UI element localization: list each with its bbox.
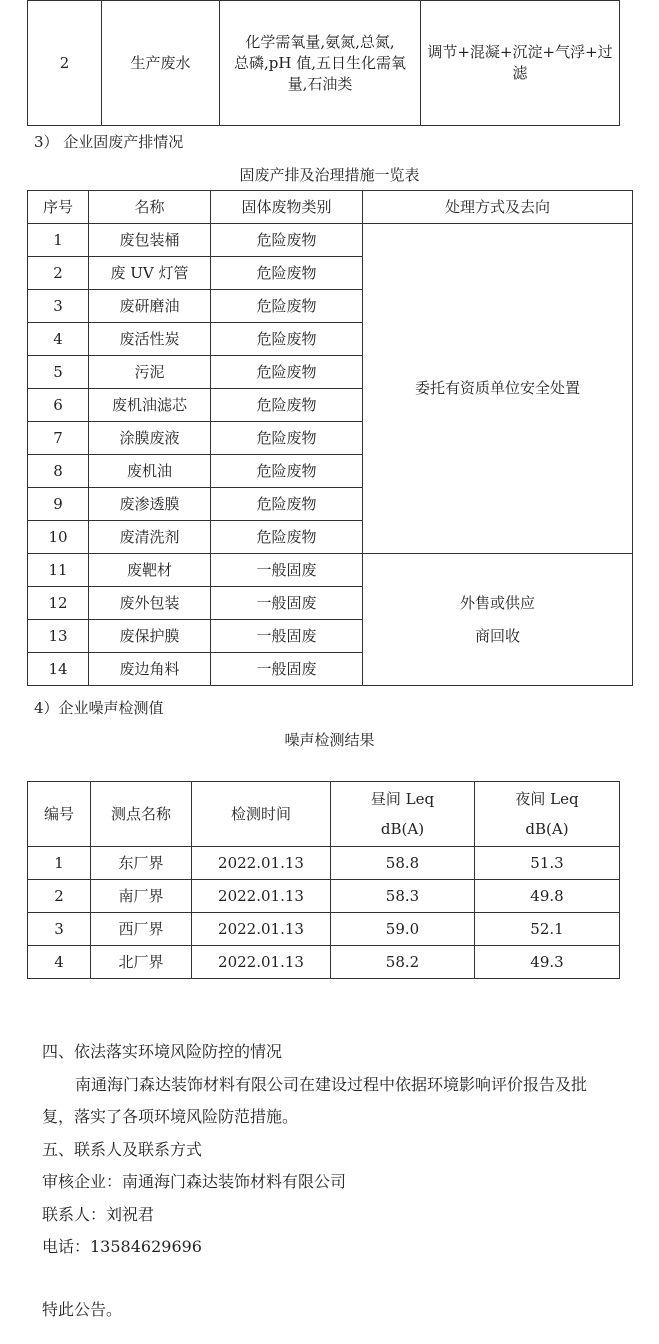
row-day-value: 58.3 [331,880,475,913]
row-category: 一般固废 [211,587,363,620]
disposal-general [363,554,633,686]
row-date: 2022.01.13 [192,847,331,880]
row-name: 污泥 [89,356,211,389]
row-category: 危险废物 [211,455,363,488]
treatment-line: 滤 [512,64,528,82]
header-night-line: 夜间 Leq [515,790,579,808]
section4-heading: 4）企业噪声检测值 [34,699,164,717]
table-row [28,946,620,979]
row-night-value: 49.8 [475,880,620,913]
pollutants-cell [220,1,421,126]
row-point: 西厂界 [91,913,192,946]
row-category: 危险废物 [211,356,363,389]
contact-line: 联系人：刘祝君 [42,1205,155,1224]
row-category: 危险废物 [211,257,363,290]
row-night-value: 52.1 [475,913,620,946]
disposal-general-line: 外售或供应 [459,593,535,612]
header-night [475,782,620,847]
row-no: 3 [28,290,89,323]
disposal-hazardous: 委托有资质单位安全处置 [363,224,633,554]
disposal-general-line: 商回收 [474,626,520,645]
row-no: 2 [28,880,91,913]
row-no: 1 [28,847,91,880]
row-no: 12 [28,587,89,620]
row-name: 废活性炭 [89,323,211,356]
table-row [28,847,620,880]
row-name: 废靶材 [89,554,211,587]
section-five-heading: 五、联系人及联系方式 [42,1140,203,1159]
row-no: 8 [28,455,89,488]
row-no: 4 [28,946,91,979]
pollutants-line: 量,石油类 [287,74,353,93]
solid-waste-table [27,190,633,686]
header-no: 序号 [28,191,89,224]
noise-table [27,781,620,979]
wastewater-type: 生产废水 [102,1,220,126]
row-no: 7 [28,422,89,455]
row-name: 废清洗剂 [89,521,211,554]
section3-heading: 3） 企业固废产排情况 [34,133,184,151]
row-no: 2 [28,257,89,290]
row-no: 9 [28,488,89,521]
row-category: 危险废物 [211,290,363,323]
row-name: 废 UV 灯管 [89,257,211,290]
row-no: 14 [28,653,89,686]
row-date: 2022.01.13 [192,946,331,979]
section-four-heading: 四、依法落实环境风险防控的情况 [42,1042,283,1061]
row-no: 4 [28,323,89,356]
row-name: 废包装桶 [89,224,211,257]
section-four-paragraph-line2: 复，落实了各项环境风险防范措施。 [42,1107,299,1126]
header-day-line: dB(A) [380,820,425,838]
table-header-row [28,782,620,847]
row-date: 2022.01.13 [192,913,331,946]
row-name: 废研磨油 [89,290,211,323]
row-category: 危险废物 [211,422,363,455]
row-category: 一般固废 [211,653,363,686]
row-category: 危险废物 [211,389,363,422]
row-point: 东厂界 [91,847,192,880]
pollutants-line: 化学需氧量,氨氮,总氮, [245,32,395,51]
header-name: 名称 [89,191,211,224]
row-day-value: 59.0 [331,913,475,946]
header-category: 固体废物类别 [211,191,363,224]
row-no: 13 [28,620,89,653]
row-no: 10 [28,521,89,554]
row-no: 3 [28,913,91,946]
table-row [28,554,633,587]
row-no: 1 [28,224,89,257]
header-time: 检测时间 [192,782,331,847]
header-no: 编号 [28,782,91,847]
row-point: 南厂界 [91,880,192,913]
row-no: 5 [28,356,89,389]
table-row [28,224,633,257]
header-day-line: 昼间 Leq [370,790,435,808]
table-header-row [28,191,633,224]
row-night-value: 49.3 [475,946,620,979]
row-night-value: 51.3 [475,847,620,880]
row-name: 废机油 [89,455,211,488]
pollutants-line: 总磷,pH 值,五日生化需氧 [234,53,406,72]
noise-table-caption: 噪声检测结果 [284,731,375,749]
wastewater-table [27,0,620,126]
row-category: 危险废物 [211,224,363,257]
table-row [28,1,620,126]
row-no: 11 [28,554,89,587]
solid-table-caption: 固废产排及治理措施一览表 [239,166,420,184]
reviewer-line: 审核企业：南通海门森达装饰材料有限公司 [42,1172,347,1191]
row-category: 危险废物 [211,488,363,521]
row-category: 危险废物 [211,521,363,554]
row-category: 一般固废 [211,620,363,653]
section-four-paragraph-line1: 南通海门森达装饰材料有限公司在建设过程中依据环境影响评价报告及批 [75,1075,588,1094]
row-name: 废保护膜 [89,620,211,653]
phone-line: 电话：13584629696 [42,1237,202,1256]
row-date: 2022.01.13 [192,880,331,913]
row-point: 北厂界 [91,946,192,979]
table-row [28,880,620,913]
header-day [331,782,475,847]
row-no: 2 [28,1,102,126]
row-day-value: 58.8 [331,847,475,880]
treatment-line: 调节+混凝+沉淀+气浮+过 [427,43,613,61]
header-point: 测点名称 [91,782,192,847]
closing-line: 特此公告。 [42,1300,123,1319]
header-night-line: dB(A) [525,820,569,838]
row-name: 废渗透膜 [89,488,211,521]
row-category: 危险废物 [211,323,363,356]
row-name: 废外包装 [89,587,211,620]
treatment-cell [421,1,620,126]
row-day-value: 58.2 [331,946,475,979]
row-name: 废机油滤芯 [89,389,211,422]
header-disposal: 处理方式及去向 [363,191,633,224]
row-name: 废边角料 [89,653,211,686]
row-name: 涂膜废液 [89,422,211,455]
row-category: 一般固废 [211,554,363,587]
table-row [28,913,620,946]
row-no: 6 [28,389,89,422]
